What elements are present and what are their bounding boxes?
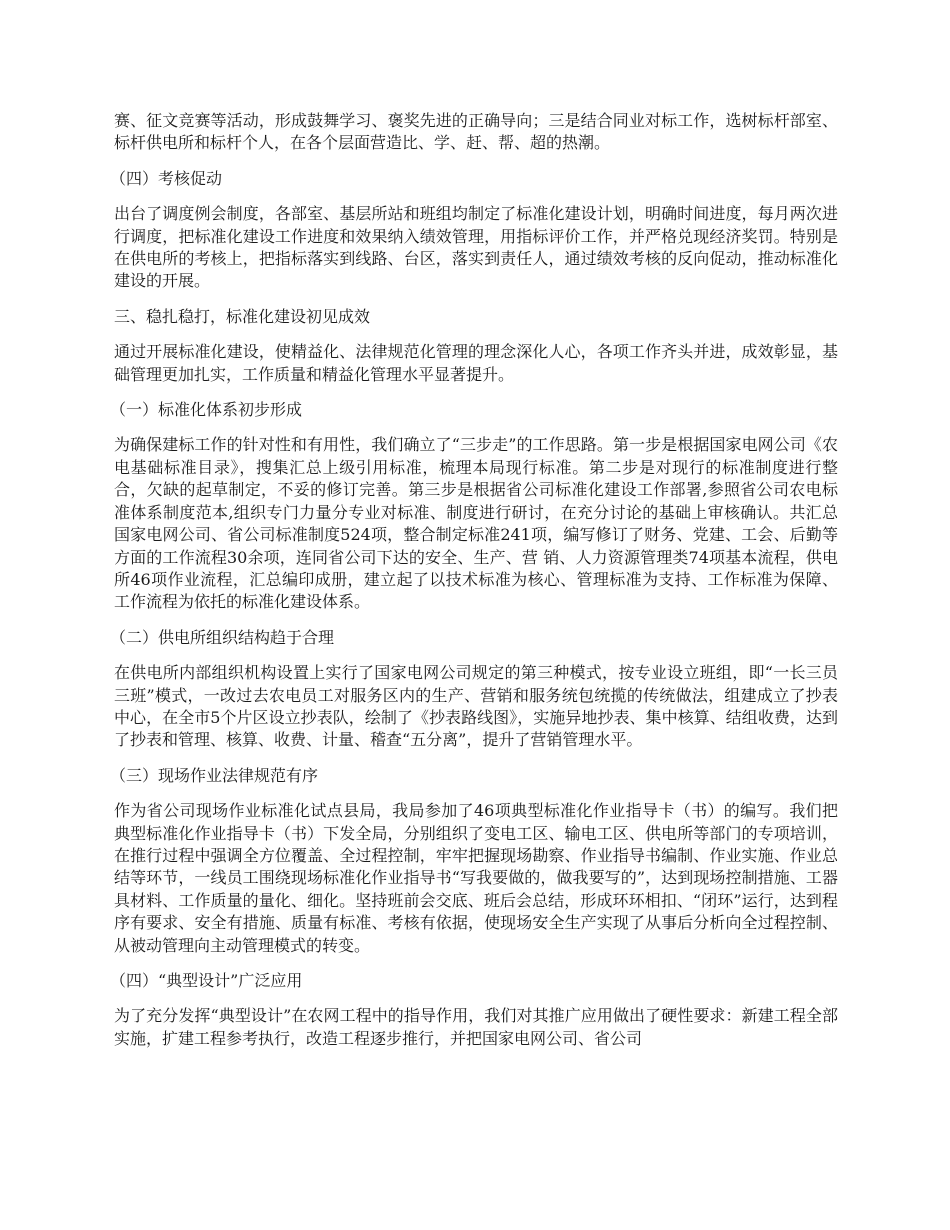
section-heading-standard-system: （一）标准化体系初步形成 (110, 400, 303, 420)
section-heading-assessment: （四）考核促动 (110, 168, 223, 188)
paragraph-typical-design: 为了充分发挥“典型设计”在农网工程中的指导作用，我们对其推广应用做出了硬性要求：新建工程全部实施，扩建工程参考执行，改造工程逐步推行，并把国家电网公司、省公司 (114, 1006, 838, 1048)
paragraph-results-summary: 通过开展标准化建设，使精益化、法律规范化管理的理念深化人心，各项工作齐头并进，成效彰显，基础管理更加扎实，工作质量和精益化管理水平显著提升。 (114, 342, 838, 384)
section-heading-org-structure: （二）供电所组织结构趋于合理 (110, 627, 335, 647)
section-heading-onsite-work: （三）现场作业法律规范有序 (110, 765, 319, 785)
paragraph-standard-system: 为确保建标工作的针对性和有用性，我们确立了“三步走”的工作思路。第一步是根据国家电网公司《农电基础标准目录》，搜集汇总上级引用标准，梳理本局现行标准。第二步是对现行的标准制度进行整合，欠缺的起草制定，不妥的修订完善。第三步是根据省公司标准化建设工作部署,参照省公司农电标准体系制度范本,组织专门力量分专业对标准、制度进行研讨，在充分讨论的基础上审核确认。共汇总国家电网公司、省公司标准制度524项，整合制定标准241项，编写修订了财务、党建、工会、后勤等方面的工作流程30余项，连同省公司下达的安全、生产、营 销、人力资源管理类74项基本流程，供电所46项作业流程，汇总编印成册，建立起了以技术标准为核心、管理标准为支持、工作标准为保障、工作流程为依托的标准化建设体系。 (114, 435, 838, 612)
paragraph-intro-continued: 赛、征文竞赛等活动，形成鼓舞学习、褒奖先进的正确导向；三是结合同业对标工作，选树标杆部室、标杆供电所和标杆个人，在各个层面营造比、学、赶、帮、超的热潮。 (114, 111, 838, 153)
chapter-heading-results: 三、稳扎稳打，标准化建设初见成效 (114, 306, 371, 326)
paragraph-org-structure: 在供电所内部组织机构设置上实行了国家电网公司规定的第三种模式，按专业设立班组，即“一长三员三班”模式，一改过去农电员工对服务区内的生产、营销和服务统包统揽的传统做法，组建成立了抄表中心，在全市5个片区设立抄表队，绘制了《抄表路线图》，实施异地抄表、集中核算、结组收费，达到了抄表和管理、核算、收费、计量、稽查“五分离”，提升了营销管理水平。 (114, 663, 838, 750)
paragraph-assessment: 出台了调度例会制度，各部室、基层所站和班组均制定了标准化建设计划，明确时间进度，每月两次进行调度，把标准化建设工作进度和效果纳入绩效管理，用指标评价工作，并严格兑现经济奖罚。特别是在供电所的考核上，把指标落实到线路、台区，落实到责任人，通过绩效考核的反向促动，推动标准化建设的开展。 (114, 204, 838, 291)
section-heading-typical-design: （四）“典型设计”广泛应用 (110, 971, 303, 990)
document-page (110, 110, 838, 1063)
paragraph-onsite-work: 作为省公司现场作业标准化试点县局，我局参加了46项典型标准化作业指导卡（书）的编写。我们把典型标准化作业指导卡（书）下发全局，分别组织了变电工区、输电工区、供电所等部门的专项培训，在推行过程中强调全方位覆盖、全过程控制，牢牢把握现场勘察、作业指导书编制、作业实施、作业总结等环节，一线员工围绕现场标准化作业指导书“写我要做的，做我要写的”，达到现场控制措施、工器具材料、工作质量的量化、细化。坚持班前会交底、班后会总结，形成环环相扣、“闭环”运行，达到程序有要求、安全有措施、质量有标准、考核有依据，使现场安全生产实现了从事后分析向全过程控制、从被动管理向主动管理模式的转变。 (114, 801, 838, 955)
